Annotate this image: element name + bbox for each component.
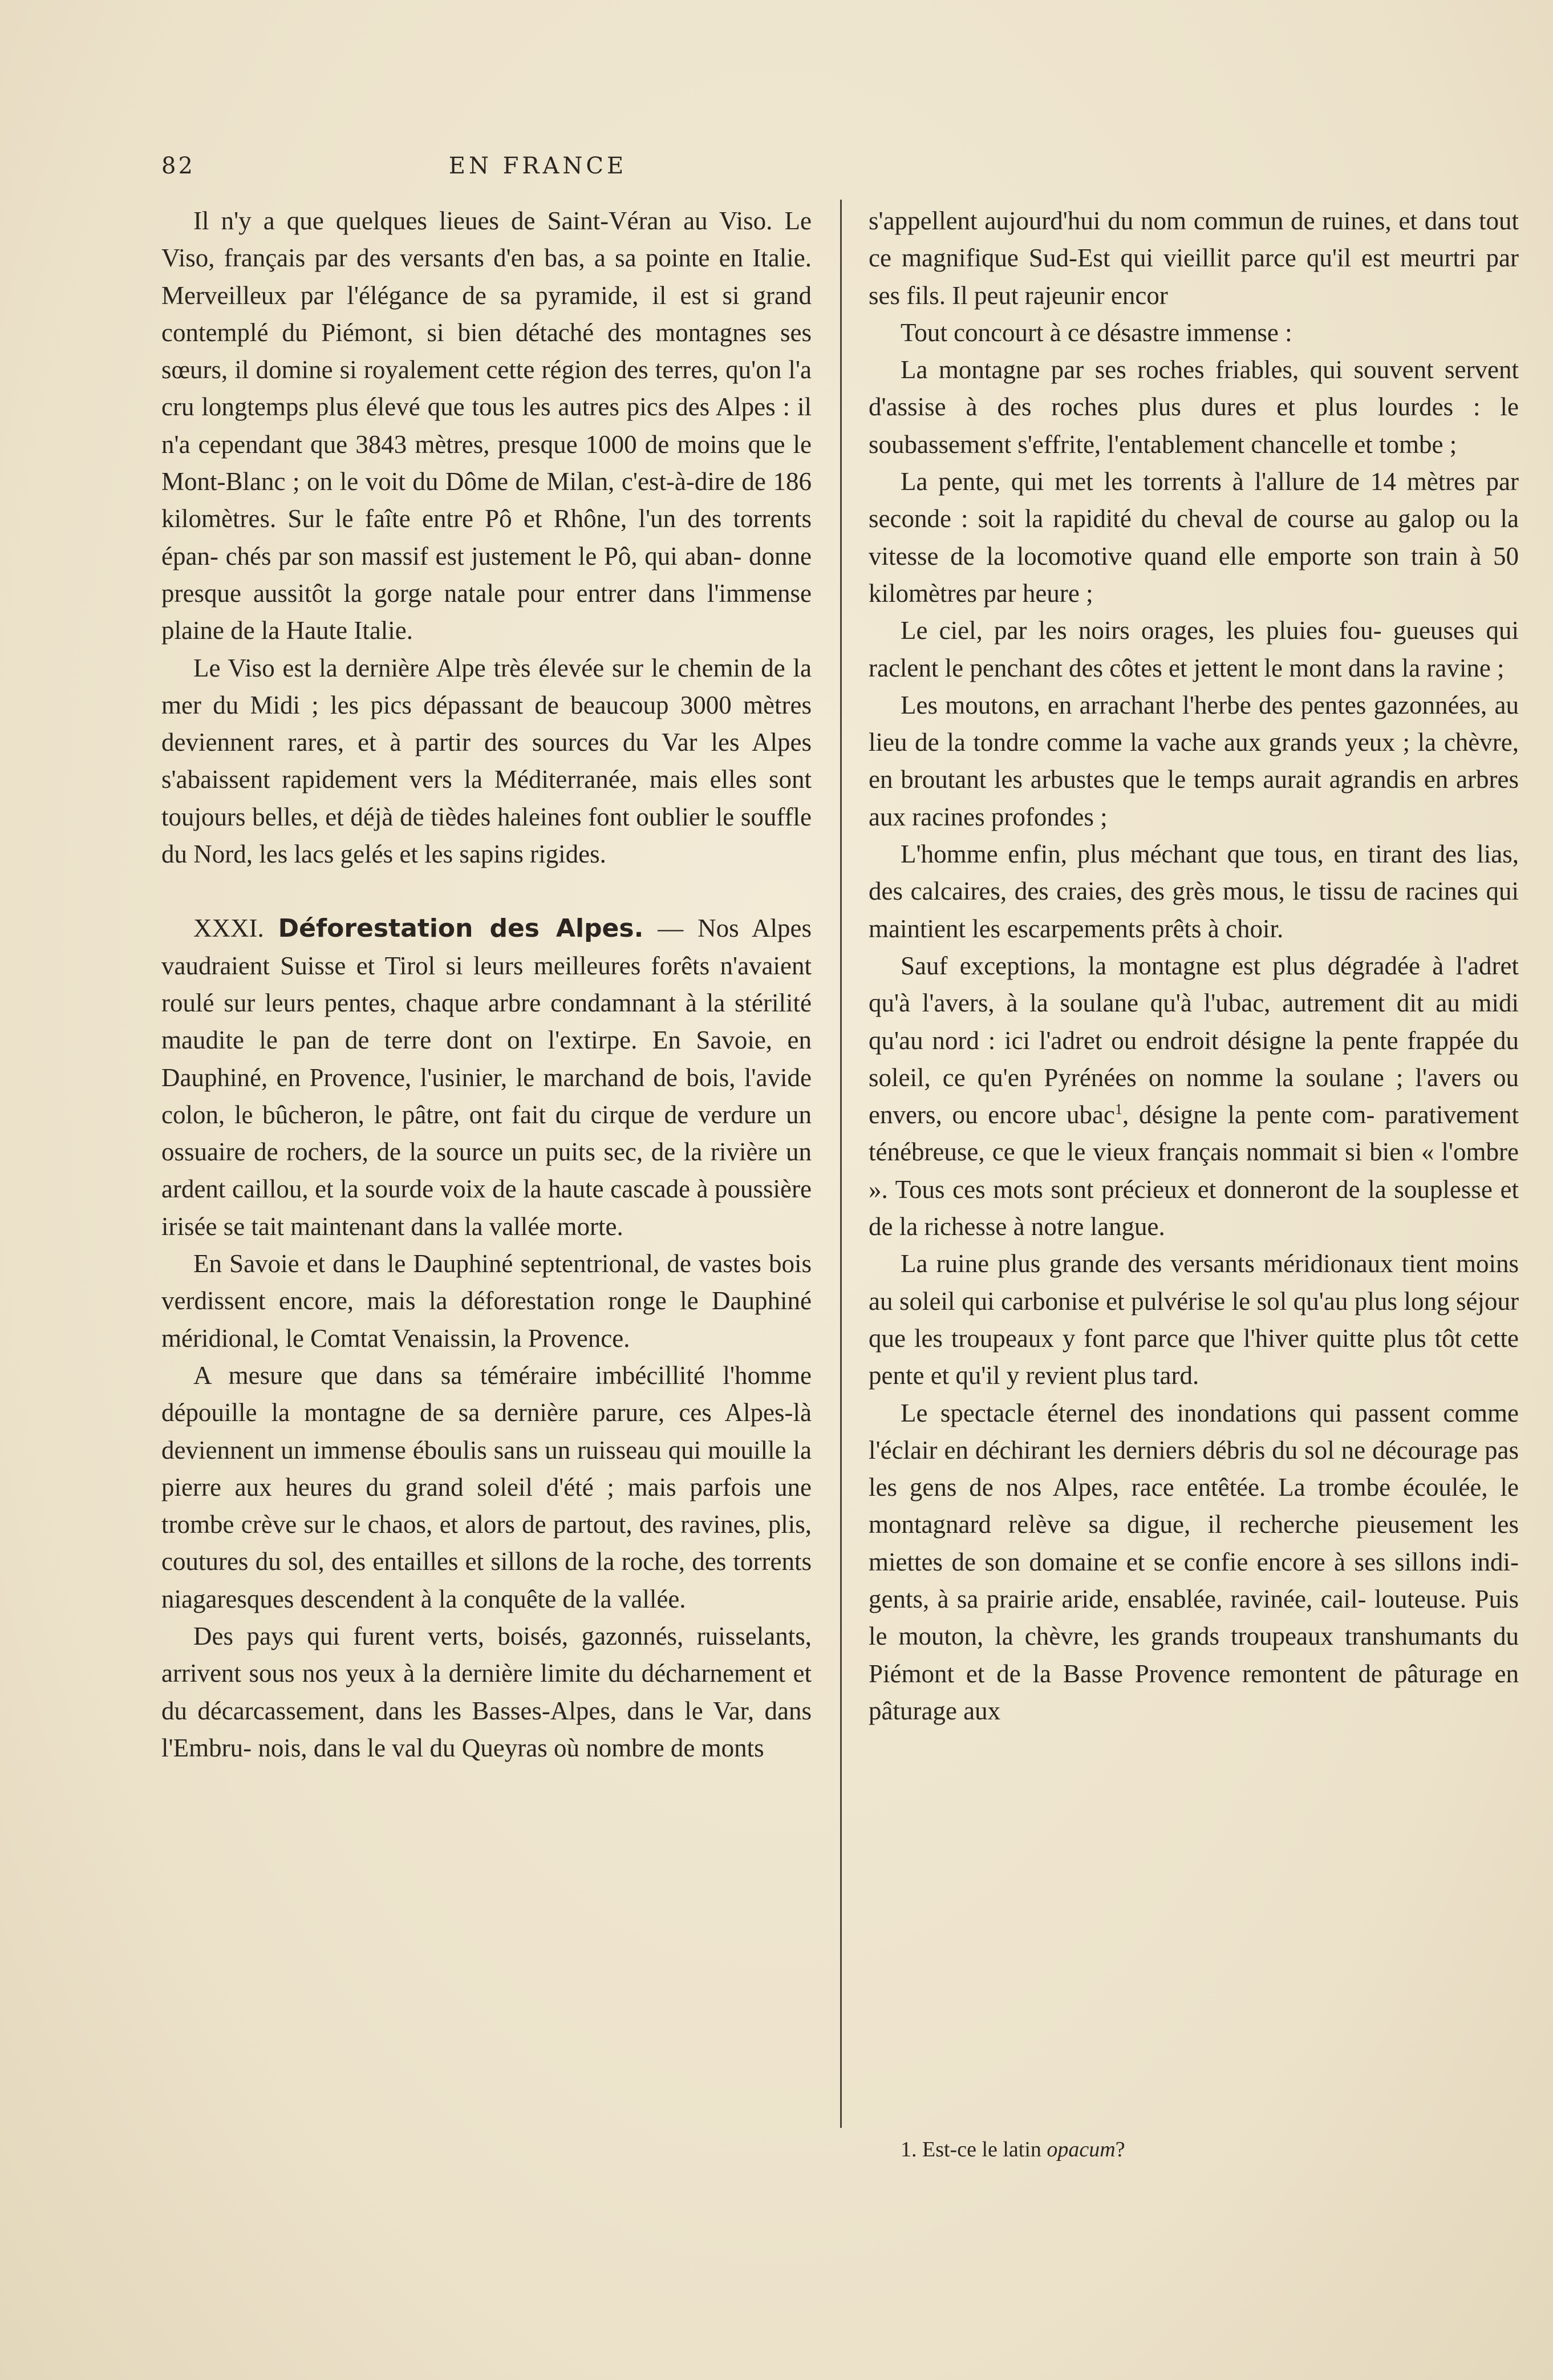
paragraph: L'homme enfin, plus méchant que tous, en tirant des lias, des calcaires, des craies, des grès mous, le tissu de racines qui maintient les escarpements prêts à choir. [869,840,1519,943]
paragraph [869,948,1519,1245]
paragraph: Les moutons, en arrachant l'herbe des pentes gazonnées, au lieu de la tondre comme la vache aux grands yeux ; la chèvre, en broutant les arbustes que le temps aurait agrandis en arbres aux racines profondes ; [869,690,1519,831]
section-text: — Nos Alpes vaudraient Suisse et Tirol si leurs meilleures forêts n'avaient roulé sur leurs pentes, chaque arbre condamnant à la stérilité maudite le pan de terre dont on l'extirpe. En Savoie, en Dauphiné, en Provence, l'usinier, le marchand de bois, l'avide colon, le bûcheron, le pâtre, ont fait du cirque de verdure un ossuaire de rochers, de la source un puits sec, de la rivière un ardent caillou, et la sourde voix de la haute cascade à poussière irisée se tait maintenant dans la vallée morte. [161,914,812,1241]
column-divider [840,200,842,2128]
paragraph: A mesure que dans sa téméraire imbécillité l'homme dépouille la montagne de sa dernière parure, ces Alpes-là deviennent un immense éboulis sans un ruisseau qui mouille la pierre aux heures du grand soleil d'été ; mais parfois une trombe crève sur le chaos, et alors de partout, des ravines, plis, coutures du sol, des entailles et sillons de la roche, des torrents niagaresques descendent à la conquête de la vallée. [161,1361,812,1613]
footnote-text: Est-ce le latin [922,2138,1041,2162]
footnote-latin: opacum [1047,2138,1116,2162]
section-title: Déforestation des Alpes. [278,914,644,944]
running-title: EN FRANCE [448,153,627,179]
paragraph: Le ciel, par les noirs orages, les pluies fou- gueuses qui raclent le penchant des côtes et jettent le mont dans la ravine ; [869,616,1519,682]
paragraph: La montagne par ses roches friables, qui souvent servent d'assise à des roches plus dures et plus lourdes : le soubassement s'effrite, l'entablement chancelle et tombe ; [869,355,1519,459]
paragraph: La pente, qui met les torrents à l'allure de 14 mètres par seconde : soit la rapidité du cheval de course au galop ou la vitesse de la locomotive quand elle emporte son train à 50 kilomètres par heure ; [869,467,1519,608]
paragraph: s'appellent aujourd'hui du nom commun de ruines, et dans tout ce magnifique Sud-Est qui vieillit parce qu'il est meurtri par ses fils. Il peut rajeunir encor [869,207,1519,310]
footnote-number: 1. [901,2138,917,2162]
right-column [869,203,1519,1730]
paragraph: Tout concourt à ce désastre immense : [901,318,1292,347]
paragraph-text: Sauf exceptions, la montagne est plus dégradée à l'adret qu'à l'avers, à la soulane qu'à l'ubac, autrement dit au midi qu'au nord : ici l'adret ou endroit désigne la pente frappée du soleil, ce qu'en Pyrénées on nomme la soulane ; l'avers ou envers, ou encore ubac [869,951,1519,1130]
paragraph-text: , désigne la pente com- parativement ténébreuse, ce que le vieux français nommait si bien « l'ombre ». Tous ces mots sont précieux et donneront de la souplesse et de la richesse à notre langue. [869,1100,1519,1241]
paragraph: Des pays qui furent verts, boisés, gazonnés, ruisselants, arrivent sous nos yeux à la dernière limite du décharnement et du décarcassement, dans les Basses-Alpes, dans le Var, dans l'Embru- nois, dans le val du Queyras où nombre de monts [161,1621,812,1762]
paragraph: La ruine plus grande des versants méridionaux tient moins au soleil qui carbonise et pulvérise le sol qu'au plus long séjour que les troupeaux y font parce que l'hiver quitte plus tôt cette pente et qu'il y revient plus tard. [869,1249,1519,1390]
paragraph: Le spectacle éternel des inondations qui passent comme l'éclair en déchirant les derniers débris du sol ne décourage pas les gens de nos Alpes, race entêtée. La trombe écoulée, le montagnard relève sa digue, il recherche pieusement les miettes de son domaine et se confie encore à ses sillons indi- gents, à sa prairie aride, ensablée, ravinée, cail- louteuse. Puis le mouton, la chèvre, les grands troupeaux transhumants du Piémont et de la Basse Provence remontent de pâturage en pâturage aux [869,1398,1519,1725]
page-number: 82 [161,153,195,179]
footnote [901,2137,1516,2162]
page-header [161,153,914,187]
section-number: XXXI. [193,914,264,943]
footnote-ref: 1 [1114,1101,1122,1118]
paragraph: En Savoie et dans le Dauphiné septentrional, de vastes bois verdissent encore, mais la déforestation ronge le Dauphiné méridional, le Comtat Venaissin, la Provence. [161,1249,812,1353]
footnote-end: ? [1115,2138,1125,2162]
section-paragraph [161,910,812,1245]
paragraph: Il n'y a que quelques lieues de Saint-Véran au Viso. Le Viso, français par des versants d'en bas, a sa pointe en Italie. Merveilleux par l'élégance de sa pyramide, il est si grand contemplé du Piémont, si bien détaché des montagnes ses sœurs, il domine si royalement cette région des terres, qu'on l'a cru longtemps plus élevé que tous les autres pics des Alpes : il n'a cependant que 3843 mètres, presque 1000 de moins que le Mont-Blanc ; on le voit du Dôme de Milan, c'est-à-dire de 186 kilomètres. Sur le faîte entre Pô et Rhône, l'un des torrents épan- chés par son massif est justement le Pô, qui aban- donne presque aussitôt la gorge natale pour entrer dans l'immense plaine de la Haute Italie. [161,207,812,645]
left-column [161,203,812,1767]
paragraph: Le Viso est la dernière Alpe très élevée sur le chemin de la mer du Midi ; les pics dépassant de beaucoup 3000 mètres deviennent rares, et à partir des sources du Var les Alpes s'abaissent rapidement vers la Méditerranée, mais elles sont toujours belles, et déjà de tièdes haleines font oublier le souffle du Nord, les lacs gelés et les sapins rigides. [161,653,812,869]
